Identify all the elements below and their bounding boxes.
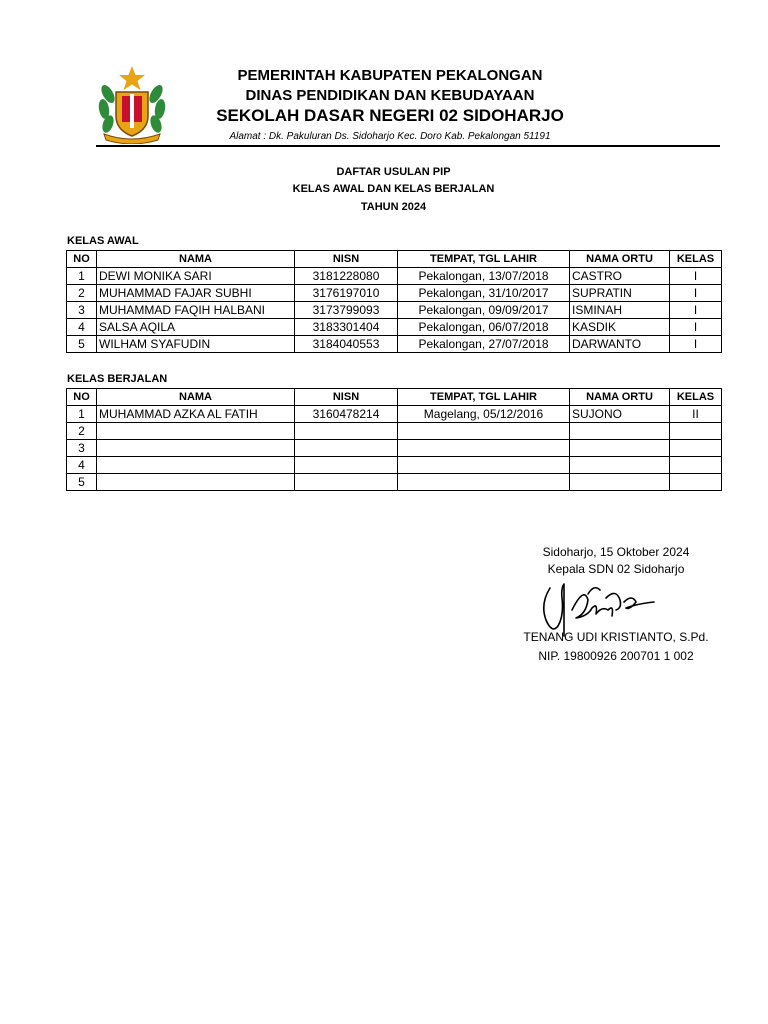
cell-nama — [97, 457, 295, 474]
table-row — [67, 406, 722, 423]
cell-nisn — [295, 423, 398, 440]
column-header-no: NO — [67, 389, 97, 406]
cell-kelas: I — [670, 302, 722, 319]
table-body-kelas-awal — [67, 268, 722, 353]
cell-nama: DEWI MONIKA SARI — [97, 268, 295, 285]
cell-nama-ortu: ISMINAH — [570, 302, 670, 319]
cell-no: 5 — [67, 474, 97, 491]
cell-kelas: I — [670, 268, 722, 285]
table-row — [67, 440, 722, 457]
cell-kelas: I — [670, 319, 722, 336]
table-kelas-berjalan — [66, 388, 722, 491]
cell-tempat-tgl-lahir: Pekalongan, 27/07/2018 — [398, 336, 570, 353]
cell-no: 2 — [67, 423, 97, 440]
table-row — [67, 474, 722, 491]
cell-nama — [97, 440, 295, 457]
cell-nama-ortu: SUPRATIN — [570, 285, 670, 302]
cell-kelas — [670, 457, 722, 474]
cell-tempat-tgl-lahir — [398, 457, 570, 474]
signatory-nip: NIP. 19800926 200701 1 002 — [538, 649, 694, 663]
table-header-row — [67, 251, 722, 268]
cell-tempat-tgl-lahir: Pekalongan, 13/07/2018 — [398, 268, 570, 285]
cell-nisn: 3183301404 — [295, 319, 398, 336]
document-subtitle: KELAS AWAL DAN KELAS BERJALAN — [292, 183, 495, 195]
cell-tempat-tgl-lahir — [398, 423, 570, 440]
cell-nama-ortu: KASDIK — [570, 319, 670, 336]
cell-nama — [97, 474, 295, 491]
column-header-nisn: NISN — [295, 389, 398, 406]
column-header-tempat-tgl-lahir: TEMPAT, TGL LAHIR — [398, 251, 570, 268]
column-header-nisn: NISN — [295, 251, 398, 268]
document-year: TAHUN 2024 — [360, 201, 427, 213]
cell-nama: MUHAMMAD AZKA AL FATIH — [97, 406, 295, 423]
cell-nama: SALSA AQILA — [97, 319, 295, 336]
cell-nama-ortu: CASTRO — [570, 268, 670, 285]
department-name: DINAS PENDIDIKAN DAN KEBUDAYAAN — [245, 87, 535, 104]
column-header-nama-ortu: NAMA ORTU — [570, 251, 670, 268]
cell-no: 1 — [67, 406, 97, 423]
cell-kelas — [670, 474, 722, 491]
cell-nisn: 3173799093 — [295, 302, 398, 319]
table-row — [67, 457, 722, 474]
cell-nama-ortu — [570, 457, 670, 474]
school-name: SEKOLAH DASAR NEGERI 02 SIDOHARJO — [216, 106, 564, 125]
cell-no: 4 — [67, 319, 97, 336]
table-row — [67, 302, 722, 319]
cell-kelas: I — [670, 285, 722, 302]
cell-nisn: 3181228080 — [295, 268, 398, 285]
cell-nisn — [295, 474, 398, 491]
table-body-kelas-berjalan — [67, 406, 722, 491]
column-header-nama-ortu: NAMA ORTU — [570, 389, 670, 406]
document-title: DAFTAR USULAN PIP — [336, 166, 451, 178]
cell-nama: MUHAMMAD FAJAR SUBHI — [97, 285, 295, 302]
column-header-nama: NAMA — [97, 389, 295, 406]
cell-nama-ortu — [570, 440, 670, 457]
cell-tempat-tgl-lahir: Pekalongan, 09/09/2017 — [398, 302, 570, 319]
signature-position: Kepala SDN 02 Sidoharjo — [547, 562, 685, 576]
section-label-kelas-awal: KELAS AWAL — [67, 235, 139, 247]
government-name: PEMERINTAH KABUPATEN PEKALONGAN — [237, 67, 543, 84]
table-row — [67, 336, 722, 353]
cell-no: 3 — [67, 302, 97, 319]
pekalongan-regency-emblem-icon — [96, 64, 168, 144]
cell-no: 5 — [67, 336, 97, 353]
column-header-kelas: KELAS — [670, 251, 722, 268]
table-row — [67, 319, 722, 336]
cell-nisn: 3176197010 — [295, 285, 398, 302]
section-label-kelas-berjalan: KELAS BERJALAN — [67, 373, 168, 385]
cell-kelas — [670, 440, 722, 457]
cell-nisn: 3160478214 — [295, 406, 398, 423]
column-header-kelas: KELAS — [670, 389, 722, 406]
cell-kelas: I — [670, 336, 722, 353]
cell-tempat-tgl-lahir: Pekalongan, 06/07/2018 — [398, 319, 570, 336]
table-row — [67, 285, 722, 302]
column-header-tempat-tgl-lahir: TEMPAT, TGL LAHIR — [398, 389, 570, 406]
cell-no: 2 — [67, 285, 97, 302]
cell-tempat-tgl-lahir: Pekalongan, 31/10/2017 — [398, 285, 570, 302]
cell-nama: WILHAM SYAFUDIN — [97, 336, 295, 353]
cell-nama-ortu: DARWANTO — [570, 336, 670, 353]
cell-no: 3 — [67, 440, 97, 457]
signature-place-date: Sidoharjo, 15 Oktober 2024 — [542, 545, 690, 559]
cell-kelas — [670, 423, 722, 440]
column-header-nama: NAMA — [97, 251, 295, 268]
cell-nisn — [295, 457, 398, 474]
cell-nama-ortu — [570, 474, 670, 491]
table-row — [67, 268, 722, 285]
table-header-row — [67, 389, 722, 406]
table-kelas-awal — [66, 250, 722, 353]
cell-no: 1 — [67, 268, 97, 285]
cell-nama — [97, 423, 295, 440]
column-header-no: NO — [67, 251, 97, 268]
cell-nama-ortu: SUJONO — [570, 406, 670, 423]
cell-nama-ortu — [570, 423, 670, 440]
cell-tempat-tgl-lahir — [398, 474, 570, 491]
cell-nama: MUHAMMAD FAQIH HALBANI — [97, 302, 295, 319]
header-divider — [96, 145, 720, 147]
signatory-name: TENANG UDI KRISTIANTO, S.Pd. — [523, 630, 709, 644]
cell-tempat-tgl-lahir: Magelang, 05/12/2016 — [398, 406, 570, 423]
cell-tempat-tgl-lahir — [398, 440, 570, 457]
table-row — [67, 423, 722, 440]
cell-kelas: II — [670, 406, 722, 423]
school-address: Alamat : Dk. Pakuluran Ds. Sidoharjo Kec. Doro Kab. Pekalongan 51191 — [229, 131, 551, 142]
cell-no: 4 — [67, 457, 97, 474]
cell-nisn: 3184040553 — [295, 336, 398, 353]
cell-nisn — [295, 440, 398, 457]
